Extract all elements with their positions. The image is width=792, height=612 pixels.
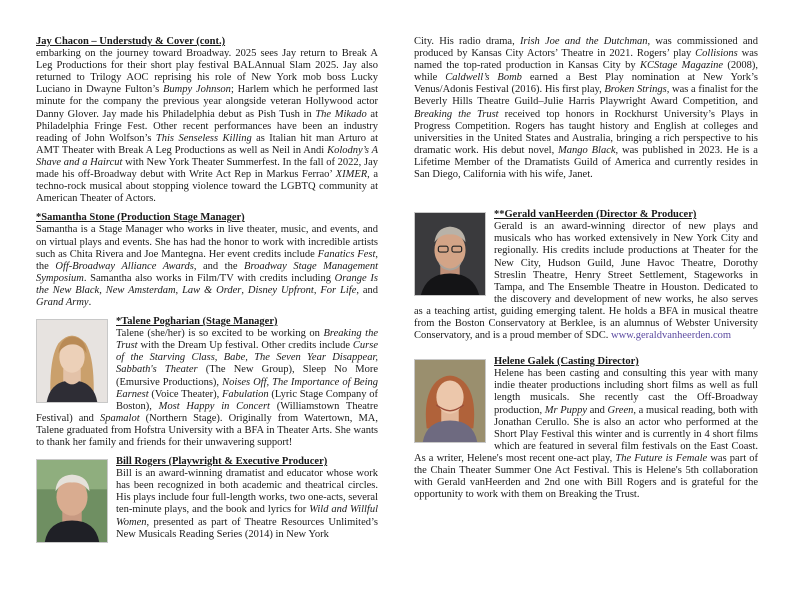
bio-text: Bill is an award-winning dramatist and educator whose work has been recognized in both academic and theatrical circles. His plays include four full-length works, two one-acts, several ten-minute plays, and the book and lyrics for Wild and Willful Women, presented as part of Theatre Resources Unlimited’s New Musicals Reading Series (2014) in New York [116, 468, 378, 540]
bio-bill-rogers [36, 456, 378, 541]
bio-text: Helene has been casting and consulting this year with many indie theater productions including short films as well as full length musicals. She recently cast the Off-Broadway production, Mr Puppy and Green, a musical reading, both with Jonathan Cerullo. She is also an actor who performed at the Short Play Festival this winter and is currently in 4 short films which are featured in several film festivals on the East Coast. As a writer, Helene's most recent one-act play, The Future is Female was part of the Chain Theater Summer One Act Festival. This is Helene's 5th collaboration with Gerald vanHeerden and 2nd one with Bill Rogers and is grateful for the opportunity to work with them on Breaking the Trust. [414, 368, 758, 501]
right-column [414, 36, 758, 508]
bill-headshot [36, 459, 108, 543]
bio-heading: Jay Chacon – Understudy & Cover (cont.) [36, 36, 226, 47]
bio-talene-pogharian [36, 316, 378, 449]
gerald-website-link[interactable]: www.geraldvanheerden.com [611, 330, 732, 342]
talene-headshot [36, 319, 108, 403]
gerald-headshot [414, 212, 486, 296]
bio-bill-rogers-continued [414, 36, 758, 181]
helene-headshot [414, 359, 486, 443]
bio-text: embarking on the journey toward Broadway. 2025 sees Jay return to Break A Leg Productions for their short play festival BALAnnual Slam 2025. Jay also returned to Trilogy AOC reprising his role of New York mob boss Lucky Luciano in Dwayne Fulton’s Bumpy Johnson; Harlem which he performed last minute for the company the previous year alongside veteran Hollywood actor Danny Glover. Jay made his Philadelphia debut as Pish Tush in The Mikado at Philadelphia Fringe Fest. Other recent performances have been an industry reading of John Wolfson’s This Senseless Killing as Italian hit man Arturo at AMT Theater with Break A Leg Productions as well as Neil in Andi Kolodny’s A Shave and a Haircut with New York Theater Summerfest. In the fall of 2022, Jay made his off-Broadway debut with Write Act Rep in Markus Ferrao’ XIMER, a techno-rock musical about stopping violence toward the LGBTQ community at American Theater of Actors. [36, 48, 379, 205]
bio-heading: Bill Rogers (Playwright & Executive Producer) [116, 456, 328, 468]
bio-heading: **Gerald vanHeerden (Director & Producer) [494, 209, 697, 221]
bio-samantha-stone [36, 212, 378, 309]
bio-heading: *Samantha Stone (Production Stage Manager) [36, 212, 245, 224]
bio-gerald-vanheerden [414, 209, 758, 342]
left-column [36, 36, 378, 548]
bio-text: Samantha is a Stage Manager who works in live theater, music, and events, and on virtual plays and events. She has had the honor to work with incredible artists such as Chita Rivera and Joe Mantegna. Her event credits include Fanatics Fest, the Off-Broadway Alliance Awards, and the Broadway Stage Management Symposium. Samantha also works in Film/TV with credits including Orange Is the New Black, New Amsterdam, Law & Order, Disney Upfront, For Life, and Grand Army. [36, 224, 379, 308]
bio-jay-chacon [36, 36, 378, 205]
bio-heading: Helene Galek (Casting Director) [494, 356, 639, 368]
bio-text: Gerald is an award-winning director of new plays and musicals who has worked extensively in New York City and regionally. His credits include productions at Theater for the New City, Hudson Guild, June Havoc Theatre, Dorothy Streslin Theatre, Henry Street Settlement, Stageworks in Tampa, and The Ensemble Theatre in Houston. Dedicated to the discovery and development of new works, he also serves as a teaching artist, guiding emerging talent. He holds a BFA in musical theatre from the Boston Conservatory at Berklee, is an alumnus of Webster University Conservatory, and is a proud member of SDC. www.geraldvanheerden.com [414, 221, 758, 342]
bio-text: Talene (she/her) is so excited to be working on Breaking the Trust with the Dream Up festival. Other credits include Curse of the Starving Class, Babe, The Seven Year Disappear, Sabbath's Theater (The New Group), Sleep No More (Emursive Productions), Noises Off, The Importance of Being Earnest (Voice Theater), Fabulation (Lyric Stage Company of Boston), Most Happy in Concert (Williamstown Theatre Festival) and Spamalot (Northern Stage). Originally from Watertown, MA, Talene graduated from Hofstra University with a BFA in Theater Arts. She wants to thank her family and friends for their unwavering support! [36, 328, 379, 448]
bio-text: City. His radio drama, Irish Joe and the Dutchman, was commissioned and produced by Kansas City Actors’ Theatre in 2021. Rogers’ play Collisions was named the top-rated production in Kansas City by KCStage Magazine (2008), while Caldwell’s Bomb earned a Best Play nomination at New York’s Venus/Adonis Festival (2016). His first play, Broken Strings, was a finalist for the Beverly Hills Theatre Guild–Julie Harris Playwright Award Competition, and Breaking the Trust received top honors in Rockhurst University’s Plays in Progress Competition. Rogers has taught history and English at colleges and universities in the United States and Australia, bringing a rich perspective to his dramatic work. His debut novel, Mango Black, was published in 2023. He is a Lifetime Member of the Dramatists Guild of America and currently resides in San Diego, California with his wife, Janet. [414, 36, 758, 181]
bio-helene-galek [414, 356, 758, 501]
bio-heading: *Talene Pogharian (Stage Manager) [116, 316, 278, 328]
